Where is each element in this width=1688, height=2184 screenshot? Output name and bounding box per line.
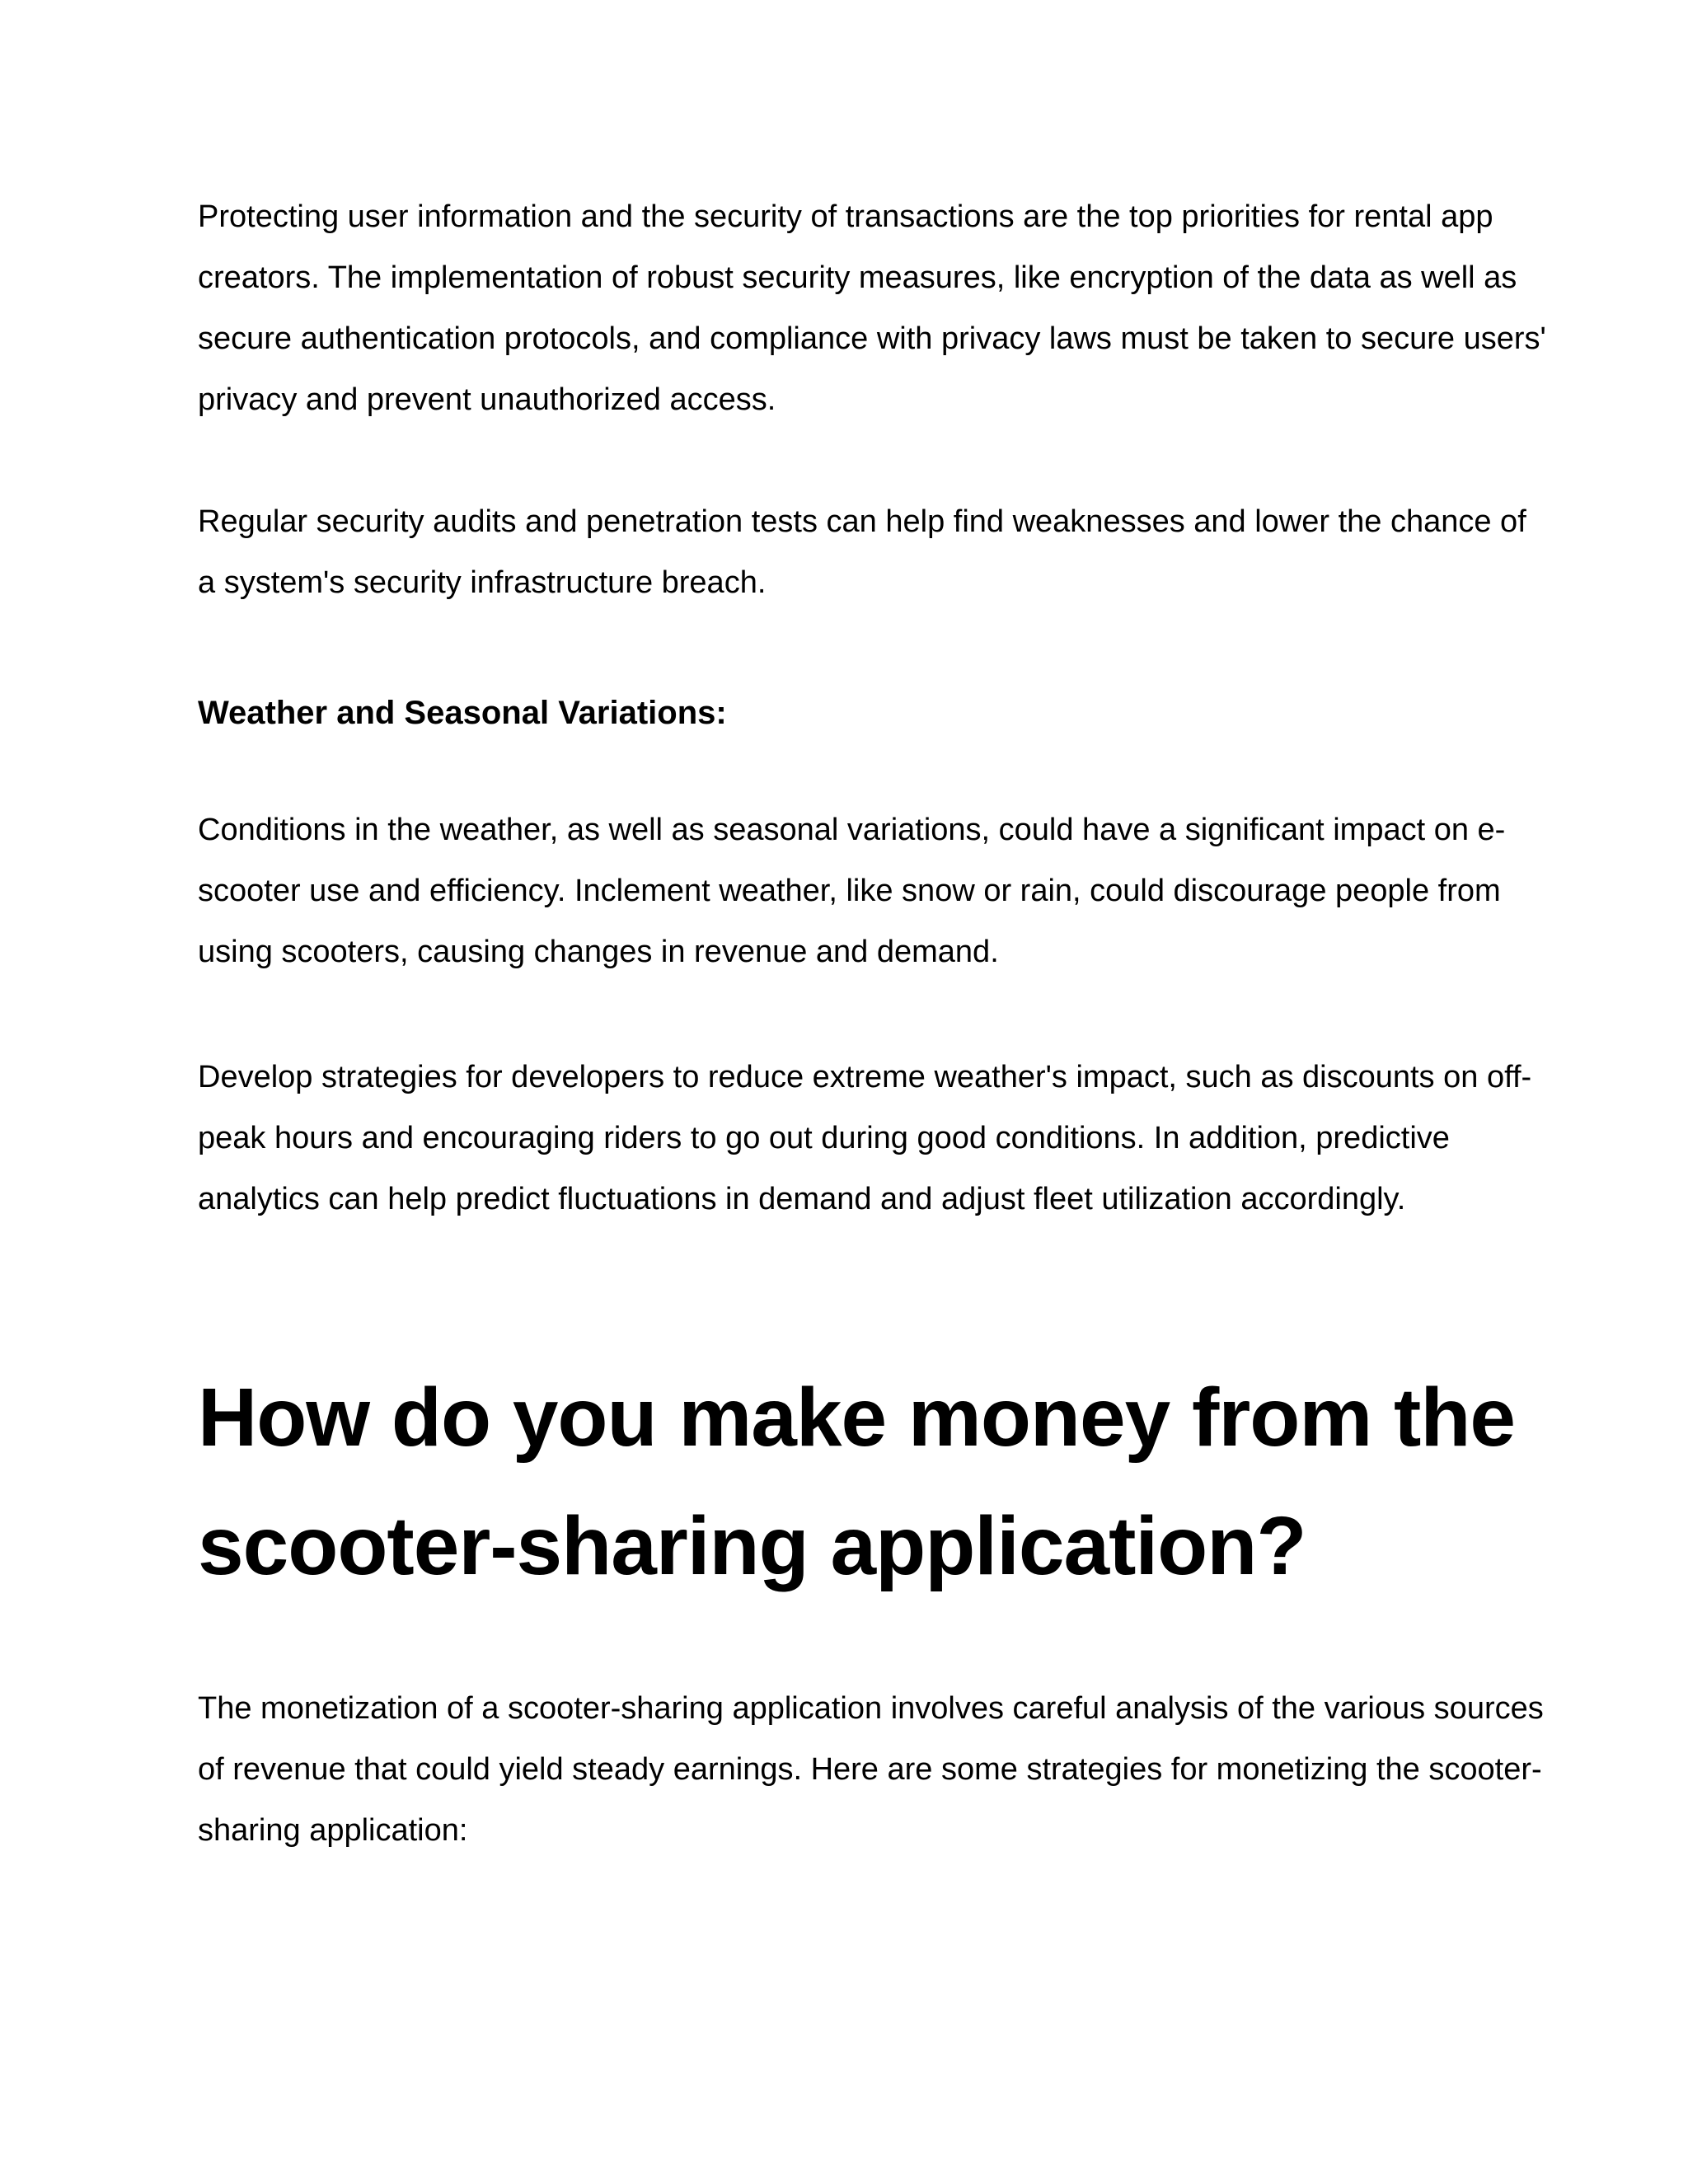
paragraph-weather-impact: Conditions in the weather, as well as seasonal variations, could have a significant impact on e-scooter use and efficiency. Inclement weather, like snow or rain, could discourage people from using scooters, causing changes in revenue and demand. [198,813,1506,969]
paragraph-security-priorities: Protecting user information and the security of transactions are the top priorities for rental app creators. The implementation of robust security measures, like encryption of the data as well as secure authentication protocols, and compliance with privacy laws must be taken to secure users' privacy and prevent unauthorized access. [198,199,1546,417]
subheading-weather-variations: Weather and Seasonal Variations: [198,695,727,731]
paragraph-monetization-intro: The monetization of a scooter-sharing application involves careful analysis of the various sources of revenue that could yield steady earnings. Here are some strategies for monetizing the scooter-sharing application: [198,1691,1544,1848]
heading-make-money: How do you make money from the scooter-sharing application? [198,1371,1516,1592]
paragraph-security-audits: Regular security audits and penetration tests can help find weaknesses and lower the chance of a system's security infrastructure breach. [198,504,1526,600]
paragraph-weather-strategies: Develop strategies for developers to reduce extreme weather's impact, such as discounts on off-peak hours and encouraging riders to go out during good conditions. In addition, predictive analytics can help predict fluctuations in demand and adjust fleet utilization accordingly. [198,1060,1532,1216]
